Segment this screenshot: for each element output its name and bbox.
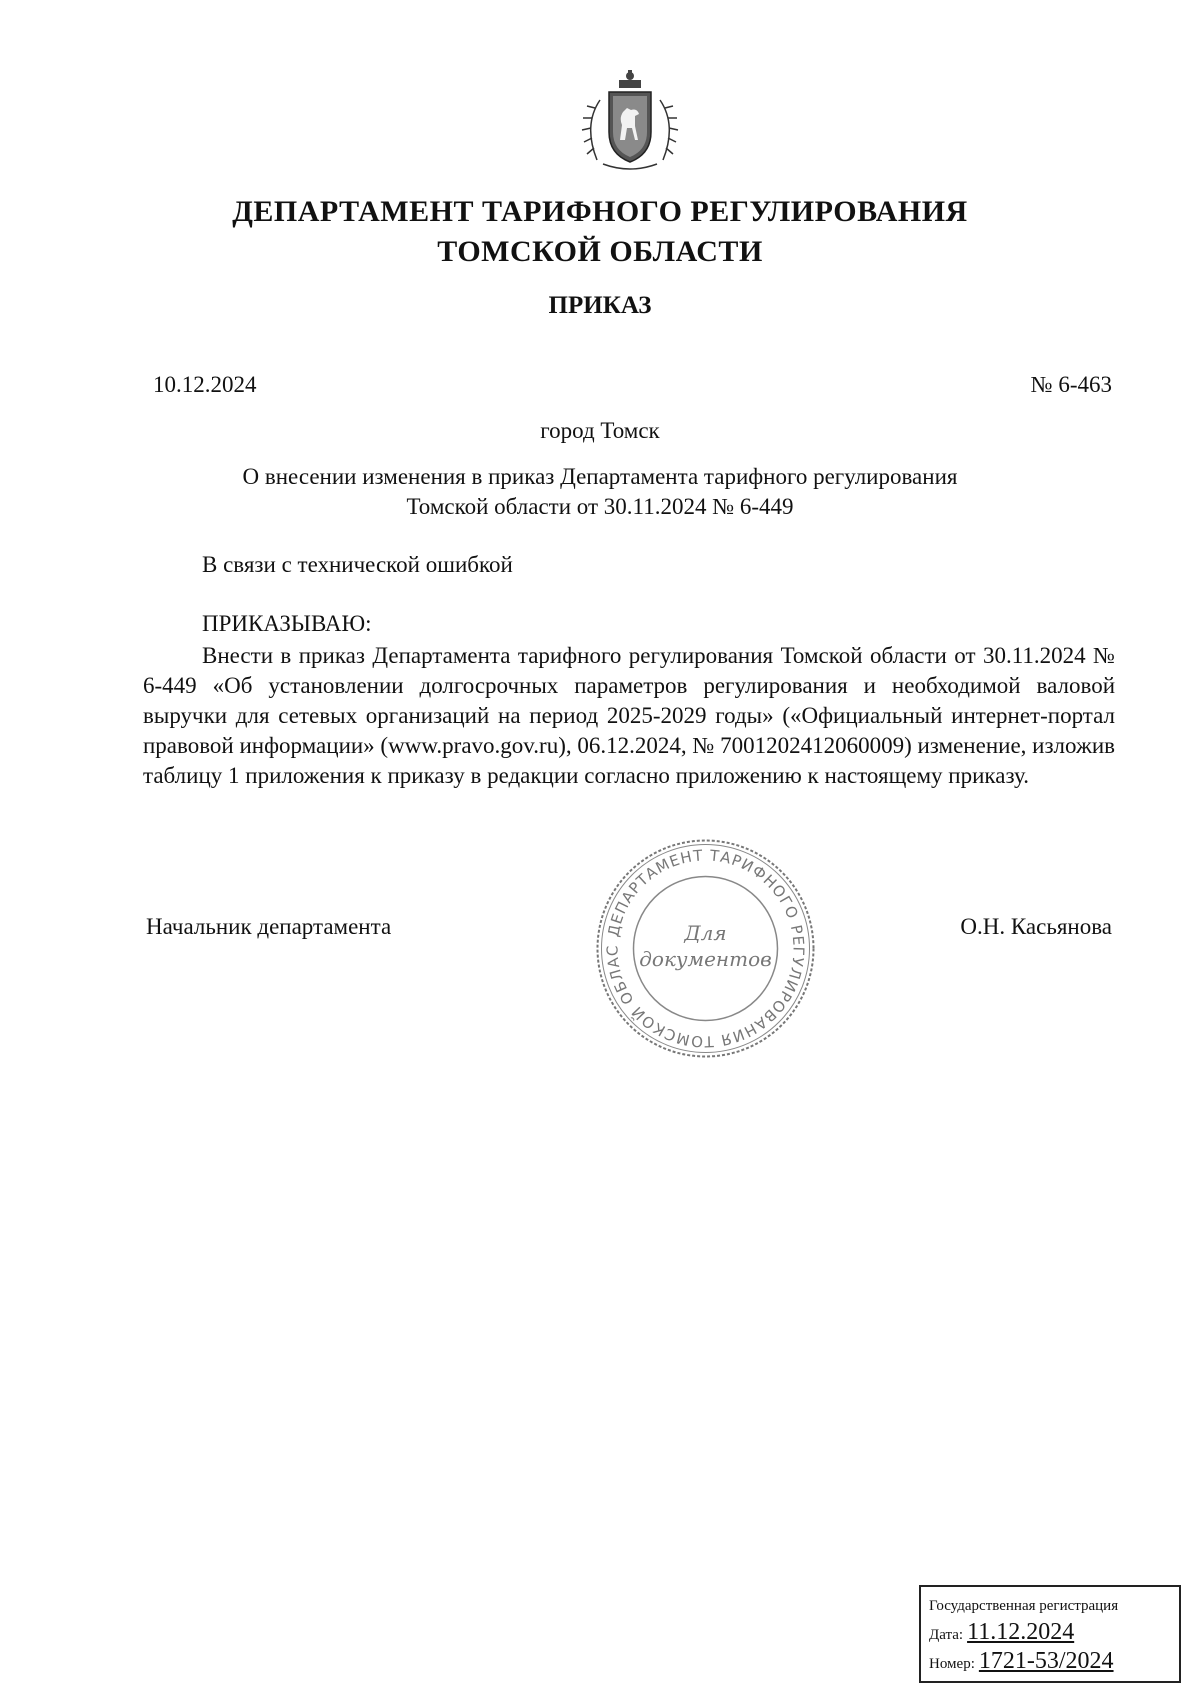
- seal-center-line2: документов: [639, 947, 772, 971]
- department-heading: [0, 192, 1200, 272]
- subject-line1: О внесении изменения в приказ Департамента тарифного регулирования: [242, 464, 958, 489]
- order-directive-word: ПРИКАЗЫВАЮ:: [202, 611, 372, 636]
- registration-number-row: [929, 1648, 1171, 1677]
- order-number: № 6-463: [1030, 372, 1112, 397]
- subject-line2: Томской области от 30.11.2024 № 6-449: [406, 494, 794, 519]
- signer-position: Начальник департамента: [146, 914, 392, 939]
- registration-heading: Государственная регистрация: [929, 1598, 1119, 1614]
- registration-date-label: Дата:: [929, 1627, 964, 1643]
- registration-date-value: 11.12.2024: [967, 1619, 1075, 1645]
- signer-name: О.Н. Касьянова: [960, 914, 1112, 939]
- city-line: город Томск: [540, 418, 660, 443]
- seal-center-line1: Для: [684, 921, 727, 945]
- official-seal-stamp: [593, 836, 818, 1061]
- department-name-line2: ТОМСКОЙ ОБЛАСТИ: [437, 235, 763, 268]
- order-subject: [0, 462, 1200, 522]
- state-registration-box: [919, 1585, 1181, 1683]
- order-reason: В связи с технической ошибкой: [202, 552, 513, 577]
- order-date: 10.12.2024: [153, 372, 257, 397]
- registration-number-label: Номер:: [929, 1656, 975, 1672]
- order-body: [143, 641, 1115, 791]
- registration-date-row: [929, 1619, 1171, 1648]
- seal-ring-text: ДЕПАРТАМЕНТ ТАРИФНОГО РЕГУЛИРОВАНИЯ ТОМСКОЙ ОБЛАС: [603, 846, 808, 1051]
- department-name-line1: ДЕПАРТАМЕНТ ТАРИФНОГО РЕГУЛИРОВАНИЯ: [232, 195, 968, 228]
- document-type-title: ПРИКАЗ: [548, 292, 652, 319]
- registration-number-value: 1721-53/2024: [978, 1648, 1114, 1674]
- coat-of-arms-icon: [575, 70, 685, 180]
- order-body-paragraph: Внести в приказ Департамента тарифного регулирования Томской области от 30.11.2024 № 6-449 «Об установлении долгосрочных параметров регулирования и необходимой валовой выручки для сетевых организаций на период 2025-2029 годы» («Официальный интернет-портал правовой информации» (www.pravo.gov.ru), 06.12.2024, № 7001202412060009) изменение, изложив таблицу 1 приложения к приказу в редакции согласно приложению к настоящему приказу.: [143, 643, 1116, 788]
